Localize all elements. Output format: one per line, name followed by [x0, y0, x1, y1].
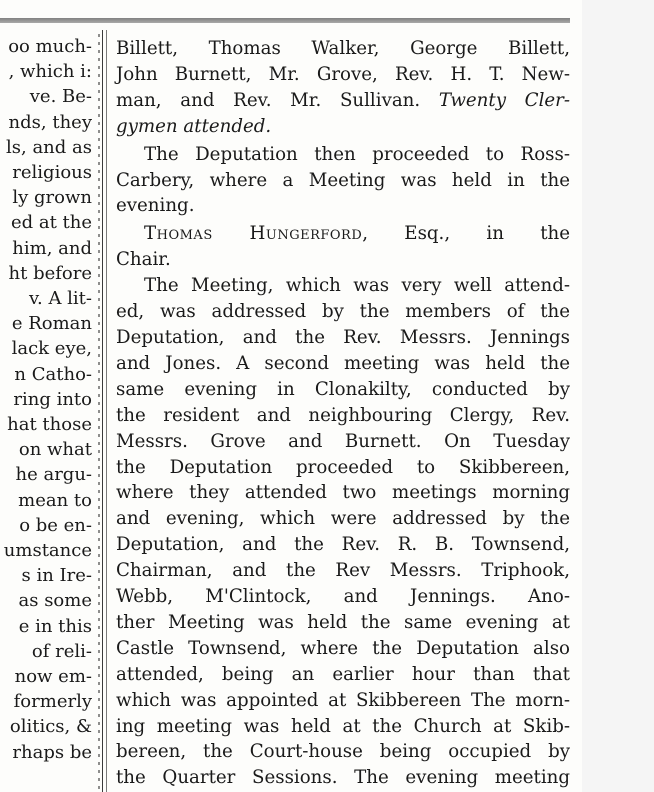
left-text-fragment: n Catho- [14, 363, 92, 385]
left-text-fragment: o be en- [19, 514, 92, 536]
left-text-fragment: ring into [13, 388, 92, 410]
text-line: Castle Townsend, where the Deputation also [116, 637, 570, 659]
left-text-fragment: hat those [7, 414, 92, 436]
text-line: the resident and neighbouring Clergy, Rev. [116, 404, 570, 426]
text-line: which was appointed at Skibbereen The morn- [116, 689, 570, 711]
chair-text: , Esq., in the [362, 223, 570, 245]
left-text-fragment: mean to [18, 489, 92, 511]
text-line: where they attended two meetings morning [116, 482, 570, 504]
column-divider [102, 30, 103, 792]
left-text-fragment: v. A lit- [28, 288, 92, 310]
text-line: Billett, Thomas Walker, George Billett, [116, 38, 570, 59]
left-text-fragment: of reli- [31, 640, 92, 662]
left-text-fragment: as some [18, 590, 92, 612]
column-rule-dotted [98, 34, 100, 792]
text-line: bereen, the Court-house being occupied by [116, 741, 570, 763]
text-line: John Burnett, Mr. Grove, Rev. H. T. New- [116, 63, 570, 85]
left-text-fragment: rhaps be [12, 741, 92, 763]
left-text-fragment: lack eye, [11, 338, 92, 360]
text-line: attended, being an earlier hour than that [116, 663, 570, 685]
left-text-fragment: he argu- [15, 464, 92, 486]
left-text-fragment: oo much- [8, 36, 92, 57]
italic-fragment: Twenty Cler- [438, 89, 570, 111]
text-line: ther Meeting was held the same evening at [116, 611, 570, 633]
left-text-fragment: ly grown [12, 187, 92, 209]
left-text-fragment: , which i: [8, 61, 92, 83]
left-text-fragment: olitics, & [9, 716, 92, 738]
text-line: Messrs. Grove and Burnett. On Tuesday [116, 430, 570, 452]
left-column [0, 34, 96, 792]
left-text-fragment: e Roman [11, 313, 92, 335]
text-line: ed, was addressed by the members of the [116, 301, 570, 323]
left-text-fragment: religious [12, 162, 92, 184]
left-text-fragment: him, and [12, 237, 92, 259]
left-text-fragment: nds, they [8, 111, 92, 133]
right-column [116, 36, 570, 791]
text-line: Webb, M'Clintock, and Jennings. Ano- [116, 586, 570, 608]
text-line [116, 88, 570, 114]
left-text-fragment: formerly [13, 691, 92, 713]
chairman-name: Thomas Hungerford [144, 223, 363, 245]
left-text-fragment: ls, and as [6, 136, 92, 158]
blank-margin [582, 0, 654, 792]
left-text-fragment: ed at the [10, 212, 92, 234]
text-line: same evening in Clonakilty, conducted by [116, 378, 570, 400]
left-text-fragment: s in Ire- [21, 565, 92, 587]
text-line: Deputation, and the Rev. Messrs. Jennings [116, 326, 570, 348]
text-line: Chair. [116, 249, 171, 271]
left-text-fragment: umstance [3, 540, 92, 562]
text-line: the Deputation proceeded to Skibbereen, [116, 456, 570, 478]
text-line: and Jones. A second meeting was held the [116, 352, 570, 374]
left-text-fragment: ht before [8, 262, 92, 284]
left-text-fragment: now em- [14, 666, 92, 688]
chair-line [116, 221, 570, 247]
text-fragment: man, and Rev. Mr. Sullivan. [116, 89, 439, 111]
left-text-fragment: e in this [18, 615, 92, 637]
top-rule [0, 18, 570, 23]
text-line: gymen attended. [116, 115, 272, 137]
text-line: evening. [116, 195, 195, 217]
text-line: and evening, which were addressed by the [116, 508, 570, 530]
text-line: The Deputation then proceeded to Ross- [144, 143, 570, 165]
left-text-fragment: ve. Be- [29, 86, 92, 108]
text-line: Chairman, and the Rev Messrs. Triphook, [116, 560, 570, 582]
text-line: The Meeting, which was very well attend- [144, 275, 570, 297]
left-text-fragment: on what [18, 439, 92, 461]
text-line: the Quarter Sessions. The evening meeting [116, 767, 570, 789]
text-line: Carbery, where a Meeting was held in the [116, 169, 570, 191]
text-line: Deputation, and the Rev. R. B. Townsend, [116, 534, 570, 556]
text-line: ing meeting was held at the Church at Skib- [116, 715, 570, 737]
